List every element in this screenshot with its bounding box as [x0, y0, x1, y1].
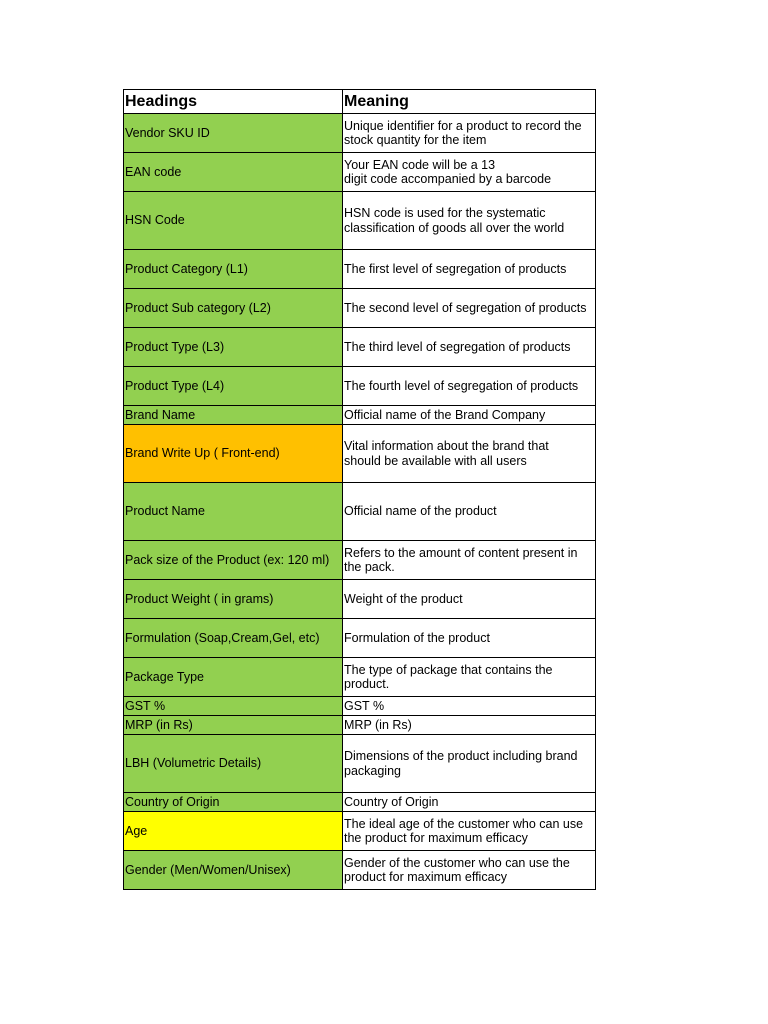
meaning-cell[interactable]: The first level of segregation of products [343, 250, 596, 289]
table-row [124, 406, 596, 425]
meaning-cell[interactable]: Country of Origin [343, 793, 596, 812]
table-row [124, 250, 596, 289]
table-row [124, 812, 596, 851]
meaning-cell[interactable]: GST % [343, 697, 596, 716]
heading-cell[interactable]: Product Category (L1) [124, 250, 343, 289]
table-row [124, 483, 596, 541]
column-header-meaning[interactable]: Meaning [343, 90, 596, 114]
header-row [124, 90, 596, 114]
meaning-cell[interactable]: Official name of the Brand Company [343, 406, 596, 425]
heading-cell[interactable]: Product Weight ( in grams) [124, 580, 343, 619]
table-row [124, 580, 596, 619]
heading-cell[interactable]: Age [124, 812, 343, 851]
table-row [124, 735, 596, 793]
heading-cell[interactable]: LBH (Volumetric Details) [124, 735, 343, 793]
meaning-cell[interactable]: MRP (in Rs) [343, 716, 596, 735]
heading-cell[interactable]: Brand Write Up ( Front-end) [124, 425, 343, 483]
table-row [124, 658, 596, 697]
heading-cell[interactable]: MRP (in Rs) [124, 716, 343, 735]
meaning-cell[interactable]: Gender of the customer who can use the product for maximum efficacy [343, 851, 596, 890]
table-row [124, 289, 596, 328]
table-row [124, 114, 596, 153]
meaning-cell[interactable]: Official name of the product [343, 483, 596, 541]
meaning-cell[interactable]: The fourth level of segregation of products [343, 367, 596, 406]
heading-cell[interactable]: Country of Origin [124, 793, 343, 812]
headings-table [123, 89, 596, 890]
table-row [124, 425, 596, 483]
table-row [124, 716, 596, 735]
meaning-cell[interactable]: Unique identifier for a product to record the stock quantity for the item [343, 114, 596, 153]
heading-cell[interactable]: Product Sub category (L2) [124, 289, 343, 328]
table-row [124, 793, 596, 812]
meaning-cell[interactable]: Formulation of the product [343, 619, 596, 658]
heading-cell[interactable]: HSN Code [124, 192, 343, 250]
heading-cell[interactable]: Product Type (L4) [124, 367, 343, 406]
heading-cell[interactable]: Product Type (L3) [124, 328, 343, 367]
heading-cell[interactable]: Vendor SKU ID [124, 114, 343, 153]
table-row [124, 367, 596, 406]
heading-cell[interactable]: Package Type [124, 658, 343, 697]
table-row [124, 619, 596, 658]
heading-cell[interactable]: EAN code [124, 153, 343, 192]
meaning-cell[interactable]: The third level of segregation of products [343, 328, 596, 367]
table-row [124, 192, 596, 250]
heading-cell[interactable]: Gender (Men/Women/Unisex) [124, 851, 343, 890]
meaning-cell[interactable]: Weight of the product [343, 580, 596, 619]
table-row [124, 697, 596, 716]
meaning-cell[interactable]: HSN code is used for the systematic classification of goods all over the world [343, 192, 596, 250]
heading-cell[interactable]: Formulation (Soap,Cream,Gel, etc) [124, 619, 343, 658]
meaning-cell[interactable]: The second level of segregation of products [343, 289, 596, 328]
heading-cell[interactable]: GST % [124, 697, 343, 716]
column-header-headings[interactable]: Headings [124, 90, 343, 114]
meaning-cell[interactable]: The ideal age of the customer who can use the product for maximum efficacy [343, 812, 596, 851]
meaning-cell[interactable]: Dimensions of the product including brand packaging [343, 735, 596, 793]
meaning-cell[interactable]: Refers to the amount of content present in the pack. [343, 541, 596, 580]
table-row [124, 851, 596, 890]
heading-cell[interactable]: Product Name [124, 483, 343, 541]
table-row [124, 541, 596, 580]
meaning-cell[interactable]: The type of package that contains the product. [343, 658, 596, 697]
heading-cell[interactable]: Brand Name [124, 406, 343, 425]
table-row [124, 153, 596, 192]
meaning-cell[interactable]: Your EAN code will be a 13 digit code accompanied by a barcode [343, 153, 596, 192]
table-row [124, 328, 596, 367]
heading-cell[interactable]: Pack size of the Product (ex: 120 ml) [124, 541, 343, 580]
meaning-cell[interactable]: Vital information about the brand that should be available with all users [343, 425, 596, 483]
